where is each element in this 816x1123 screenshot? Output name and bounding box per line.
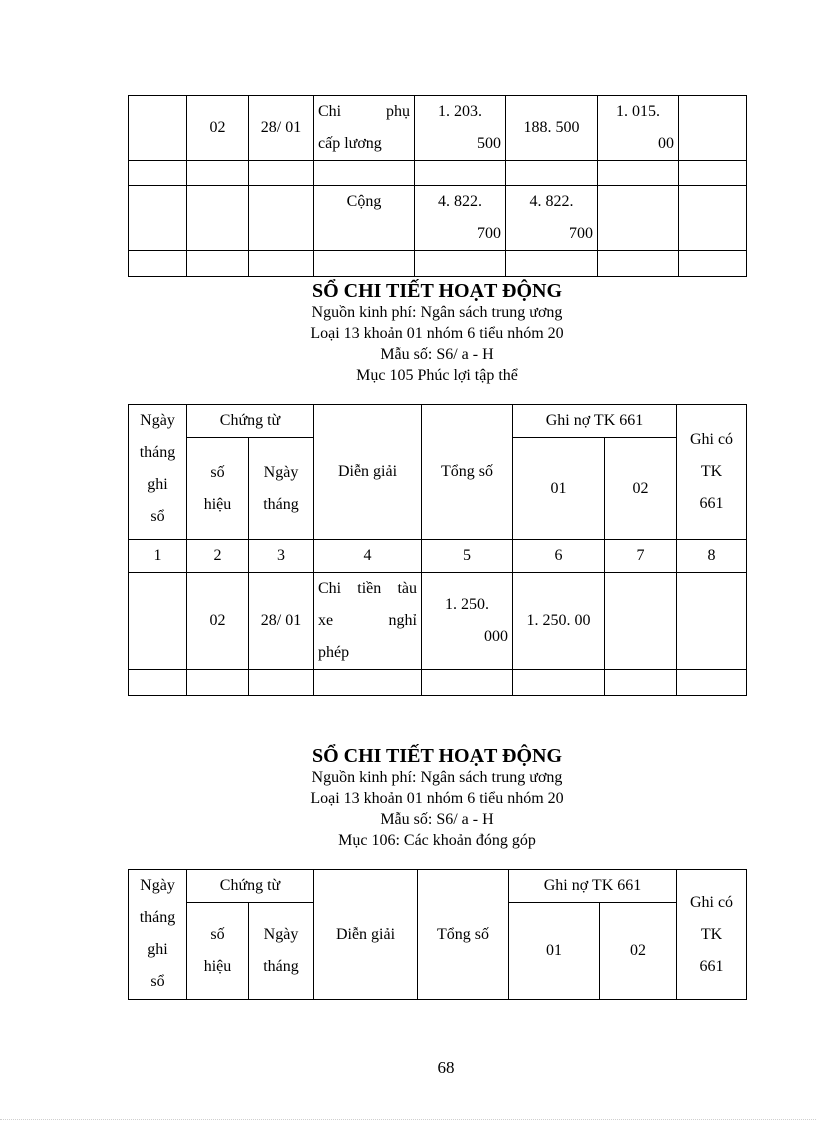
category-line: Mục 105 Phúc lợi tập thể [356, 367, 518, 384]
form-number: Mẫu số: S6/ a - H [380, 346, 494, 363]
cong-cell: Cộng [314, 186, 415, 251]
ghi-co-header: Ghi có TK 661 [677, 870, 747, 1000]
section-title: SỔ CHI TIẾT HOẠT ĐỘNG [311, 280, 563, 302]
ledger-table-106 [128, 869, 747, 1000]
table-row [129, 251, 747, 277]
section-title: SỔ CHI TIẾT HOẠT ĐỘNG [311, 745, 563, 767]
col-01-cell: 1. 250. 00 [513, 573, 605, 670]
category-line: Mục 106: Các khoản đóng góp [338, 832, 536, 849]
tong-so-header: Tổng số [422, 405, 513, 540]
table-row [129, 670, 747, 696]
col-01-header: 01 [509, 903, 600, 1000]
so-hieu-header: số hiệu [187, 903, 249, 1000]
ngay-thang-header: Ngày tháng [249, 903, 314, 1000]
section-heading-106 [128, 745, 746, 851]
ngay-ghi-so-header: Ngày tháng ghi sổ [129, 405, 187, 540]
dien-giai-header: Diễn giải [314, 405, 422, 540]
col-01-cell: 188. 500 [506, 96, 598, 161]
col-02-header: 02 [600, 903, 677, 1000]
col-02-header: 02 [605, 438, 677, 540]
table-row [129, 161, 747, 186]
page-number: 68 [437, 1058, 455, 1077]
ledger-table-105 [128, 404, 747, 696]
tong-so-header: Tổng số [418, 870, 509, 1000]
ghi-no-header: Ghi nợ TK 661 [509, 870, 677, 903]
so-hieu-cell: 02 [187, 96, 249, 161]
column-number-row: 1 2 3 4 5 6 7 8 [129, 540, 747, 573]
classification: Loại 13 khoản 01 nhóm 6 tiểu nhóm 20 [310, 325, 564, 342]
ngay-thang-cell: 28/ 01 [249, 573, 314, 670]
section-heading-105 [128, 280, 746, 386]
chung-tu-header: Chứng từ [187, 405, 314, 438]
table-row [129, 573, 747, 670]
chung-tu-header: Chứng từ [187, 870, 314, 903]
table-row [129, 186, 747, 251]
ngay-thang-header: Ngày tháng [249, 438, 314, 540]
dien-giai-cell: Chi tiền tàu xe nghỉ phép [314, 573, 422, 670]
so-hieu-header: số hiệu [187, 438, 249, 540]
funding-source: Nguồn kinh phí: Ngân sách trung ương [311, 304, 563, 321]
table-row [129, 96, 747, 161]
page-bottom-divider [0, 1119, 816, 1120]
classification: Loại 13 khoản 01 nhóm 6 tiểu nhóm 20 [310, 790, 564, 807]
col-02-cell: 1. 015. 00 [598, 96, 679, 161]
dien-giai-header: Diễn giải [314, 870, 418, 1000]
funding-source: Nguồn kinh phí: Ngân sách trung ương [311, 769, 563, 786]
tong-so-cell: 1. 203. 500 [415, 96, 506, 161]
tong-so-cell: 4. 822. 700 [415, 186, 506, 251]
col-01-cell: 4. 822. 700 [506, 186, 598, 251]
top-ledger-table [128, 95, 747, 277]
so-hieu-cell: 02 [187, 573, 249, 670]
tong-so-cell: 1. 250. 000 [422, 573, 513, 670]
ghi-co-header: Ghi có TK 661 [677, 405, 747, 540]
col-01-header: 01 [513, 438, 605, 540]
ngay-thang-cell: 28/ 01 [249, 96, 314, 161]
form-number: Mẫu số: S6/ a - H [380, 811, 494, 828]
ghi-no-header: Ghi nợ TK 661 [513, 405, 677, 438]
dien-giai-cell: Chi phụ cấp lương [314, 96, 415, 161]
ngay-ghi-so-header: Ngày tháng ghi sổ [129, 870, 187, 1000]
